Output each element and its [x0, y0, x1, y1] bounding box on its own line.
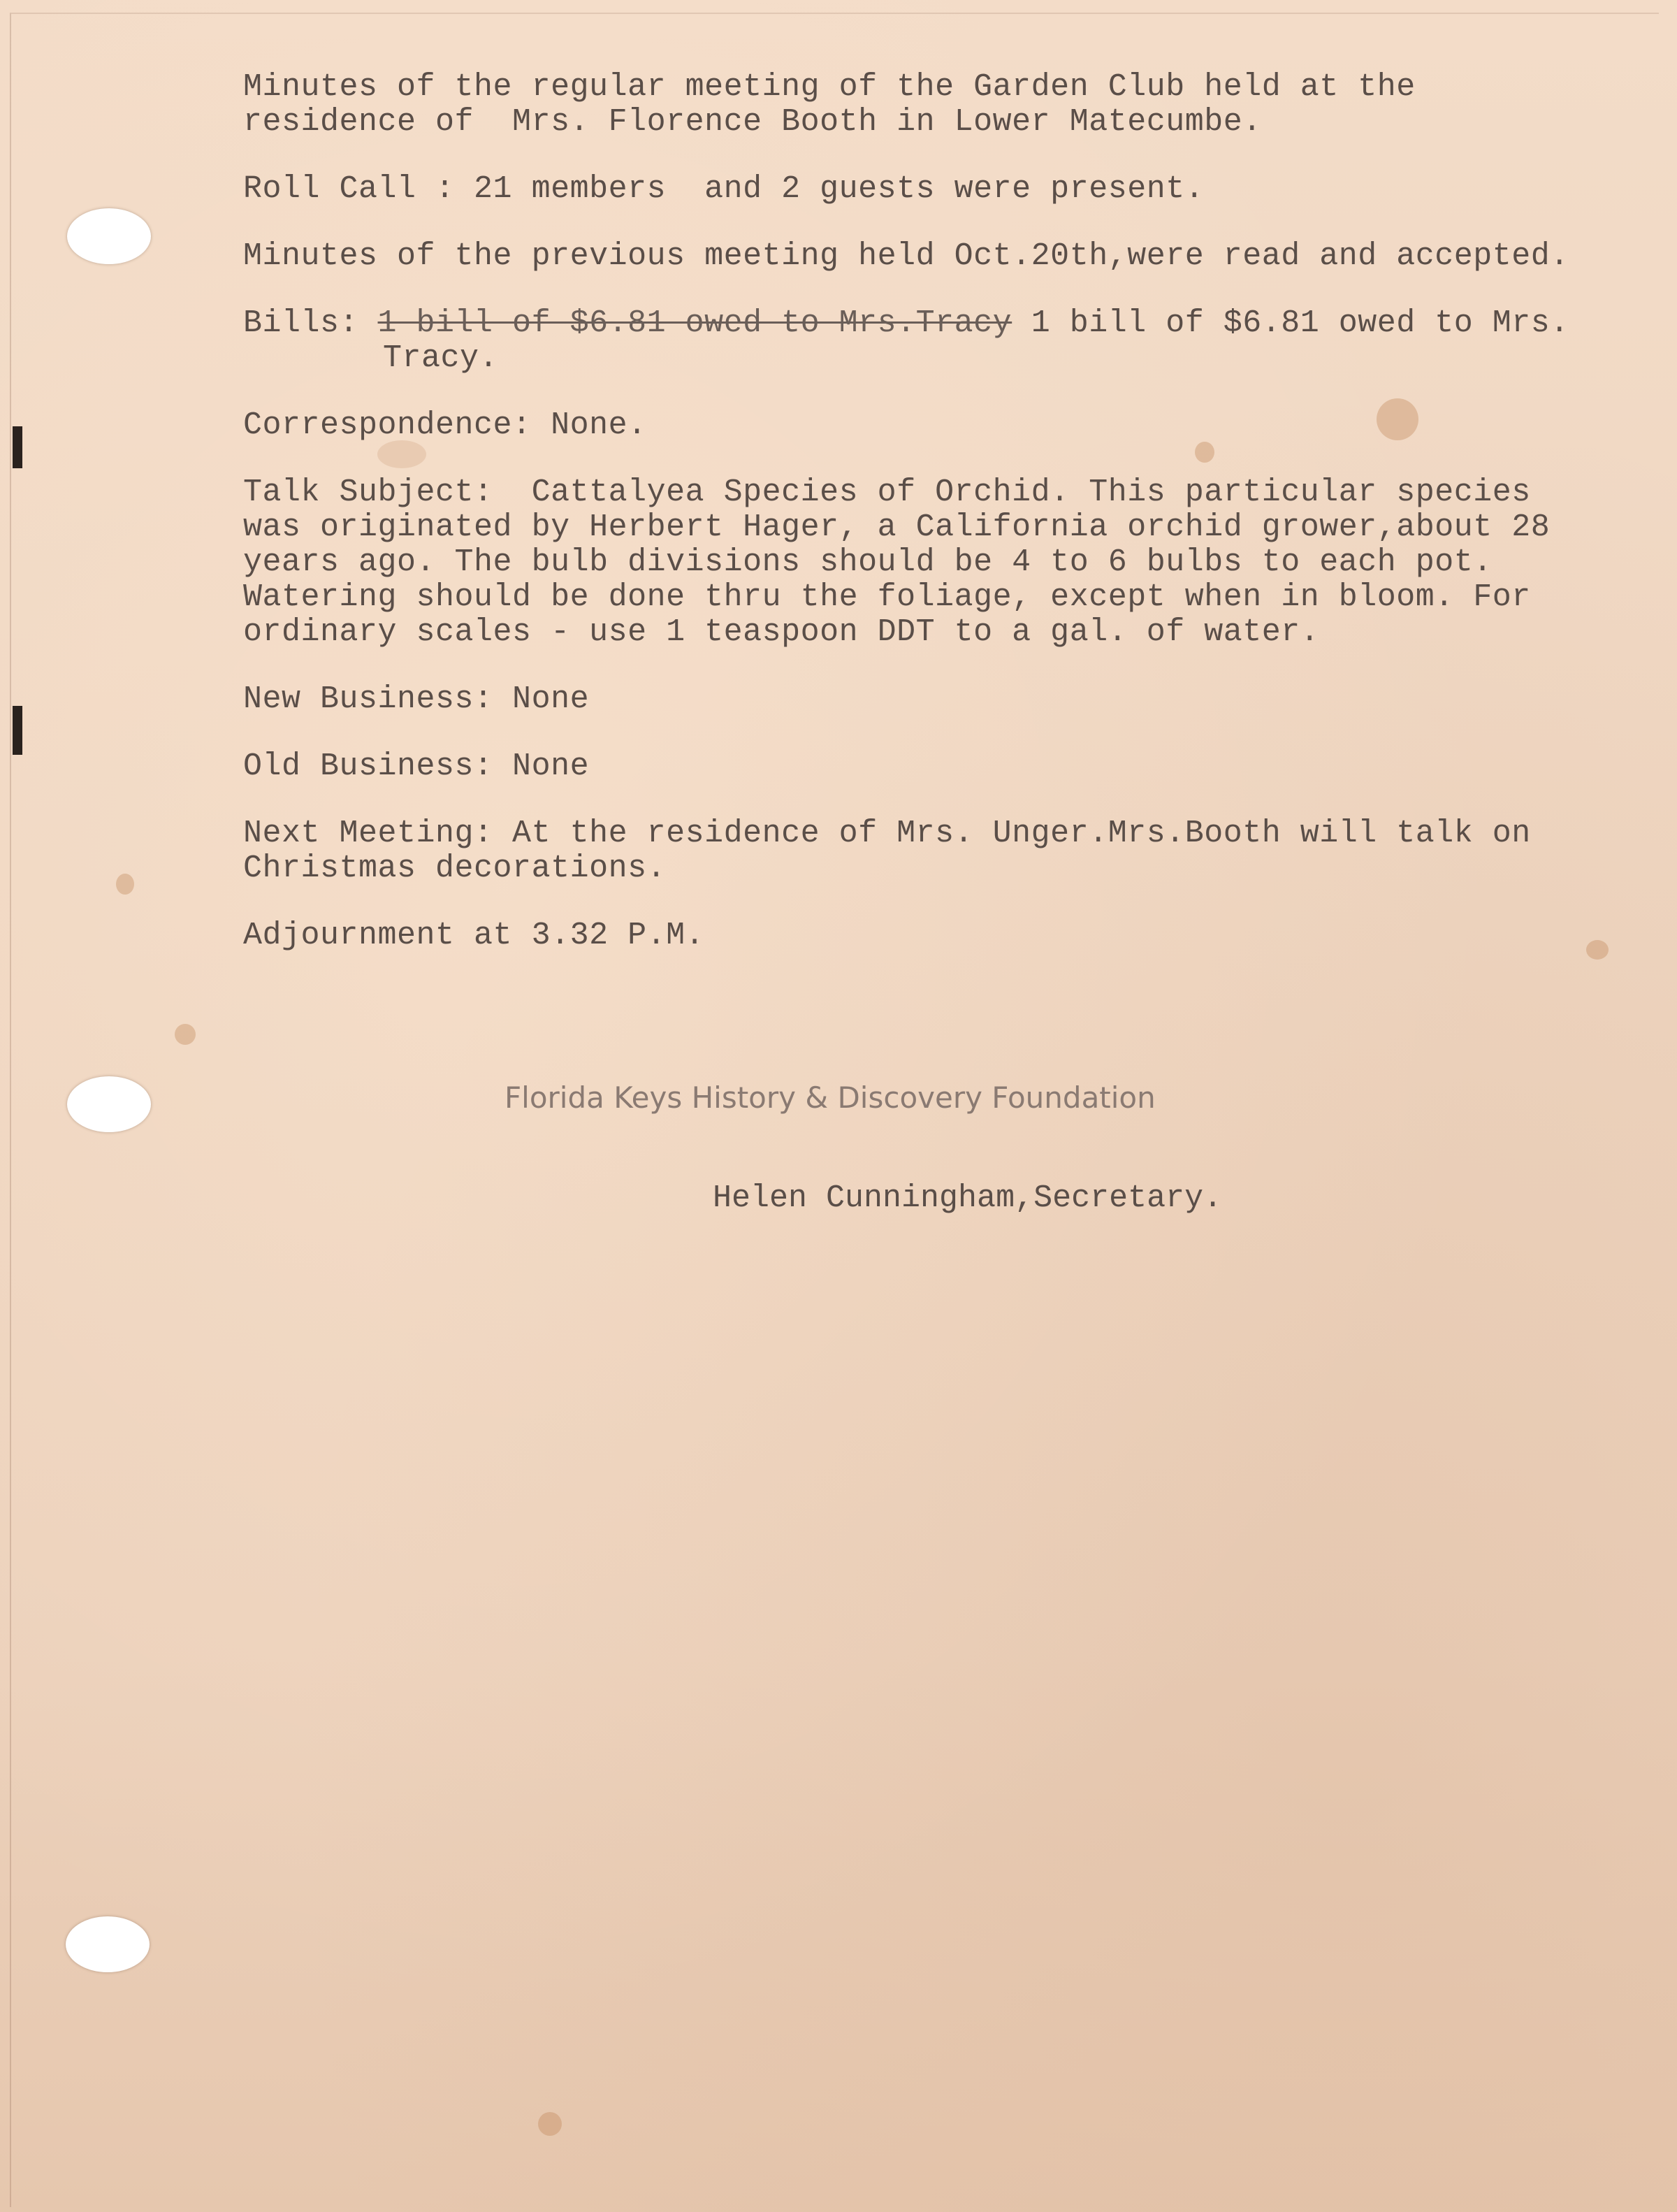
talk-line-4: Watering should be done thru the foliage, except when in bloom. For [243, 579, 1531, 615]
minutes-body [243, 70, 1641, 985]
new-business: New Business: None [243, 681, 590, 717]
talk-line-2: was originated by Herbert Hager, a California orchid grower,about 28 [243, 509, 1551, 545]
binder-hole-bottom [66, 1916, 150, 1972]
paper-stain [538, 2112, 562, 2136]
correspondence: Correspondence: None. [243, 407, 647, 443]
old-business: Old Business: None [243, 749, 590, 784]
edge-mark [13, 706, 22, 755]
adjournment: Adjournment at 3.32 P.M. [243, 918, 705, 953]
next-meeting [243, 816, 1641, 886]
bills-label: Bills: [243, 305, 378, 341]
secretary-signature: Helen Cunningham,Secretary. [713, 1180, 1223, 1216]
opening-line-1: Minutes of the regular meeting of the Garden Club held at the [243, 69, 1416, 105]
talk-line-5: ordinary scales - use 1 teaspoon DDT to a gal. of water. [243, 614, 1320, 650]
opening-line-2: residence of Mrs. Florence Booth in Lower Matecumbe. [243, 104, 1262, 140]
next-meeting-line-1: Next Meeting: At the residence of Mrs. Unger.Mrs.Booth will talk on [243, 816, 1531, 851]
binder-hole-top [67, 208, 151, 264]
talk-line-3: years ago. The bulb divisions should be 4 to 6 bulbs to each pot. [243, 544, 1493, 580]
paper-stain [116, 874, 134, 895]
paper-stain [175, 1024, 196, 1045]
edge-mark [13, 426, 22, 468]
bills-section [243, 306, 1641, 376]
previous-minutes: Minutes of the previous meeting held Oct.20th,were read and accepted. [243, 238, 1569, 274]
talk-line-1: Talk Subject: Cattalyea Species of Orchid. This particular species [243, 475, 1531, 510]
next-meeting-line-2: Christmas decorations. [243, 851, 667, 886]
roll-call: Roll Call : 21 members and 2 guests were present. [243, 171, 1205, 207]
talk-subject [243, 475, 1641, 650]
opening-paragraph [243, 70, 1641, 140]
bills-line-1: 1 bill of $6.81 owed to Mrs. [1012, 305, 1569, 341]
bills-struck-text: 1 bill of $6.81 owed to Mrs.Tracy [377, 305, 1012, 341]
binder-hole-middle [67, 1076, 151, 1132]
bills-line-2: Tracy. [383, 340, 499, 376]
foundation-watermark: Florida Keys History & Discovery Foundation [504, 1080, 1156, 1115]
